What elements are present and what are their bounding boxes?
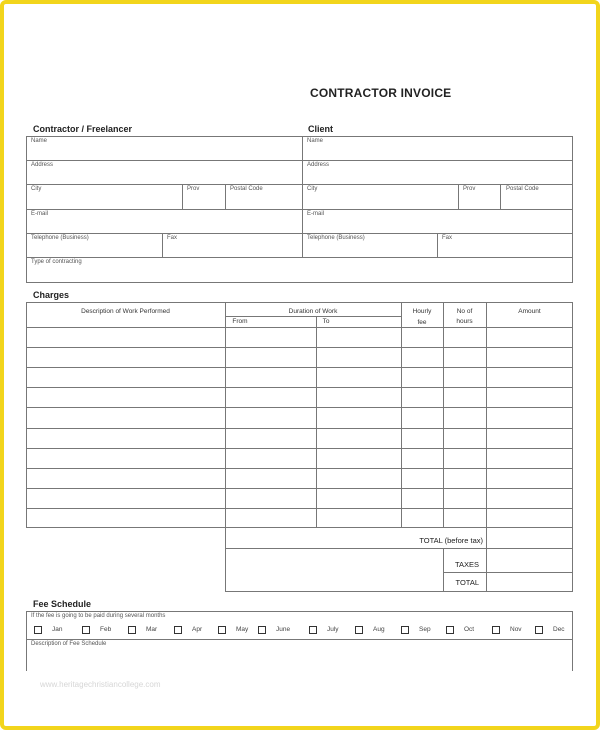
table-row[interactable] bbox=[27, 328, 572, 347]
contractor-name-field[interactable]: Name bbox=[31, 138, 48, 144]
client-email-field[interactable]: E-mail bbox=[307, 211, 325, 217]
col-duration: Duration of Work bbox=[288, 308, 338, 315]
contracting-type-field[interactable]: Type of contracting bbox=[31, 259, 82, 265]
client-postal-field[interactable]: Postal Code bbox=[506, 186, 539, 192]
contractor-postal-field[interactable]: Postal Code bbox=[230, 186, 263, 192]
col-fee: fee bbox=[417, 319, 427, 326]
month-label: Sep bbox=[419, 626, 431, 633]
contractor-telephone-field[interactable]: Telephone (Business) bbox=[31, 235, 89, 241]
grid-divider bbox=[302, 136, 303, 258]
month-checkbox-jan[interactable] bbox=[34, 626, 42, 634]
table-row[interactable] bbox=[27, 368, 572, 387]
month-label: May bbox=[236, 626, 249, 633]
month-checkbox-june[interactable] bbox=[258, 626, 266, 634]
month-label: Nov bbox=[510, 626, 522, 633]
page-title: CONTRACTOR INVOICE bbox=[310, 86, 452, 100]
table-row[interactable] bbox=[27, 509, 572, 528]
col-amount: Amount bbox=[518, 308, 541, 315]
month-label: Dec bbox=[553, 626, 565, 633]
month-checkbox-aug[interactable] bbox=[355, 626, 363, 634]
total-before-tax-value[interactable] bbox=[487, 529, 572, 548]
col-description: Description of Work Performed bbox=[81, 308, 170, 315]
table-row[interactable] bbox=[27, 348, 572, 367]
table-row[interactable] bbox=[27, 388, 572, 407]
taxes-value[interactable] bbox=[487, 549, 572, 571]
month-checkbox-oct[interactable] bbox=[446, 626, 454, 634]
month-checkbox-apr[interactable] bbox=[174, 626, 182, 634]
client-name-field[interactable]: Name bbox=[307, 138, 324, 144]
month-label: Oct bbox=[464, 626, 475, 633]
month-label: Aug bbox=[373, 626, 385, 633]
month-checkbox-feb[interactable] bbox=[82, 626, 90, 634]
taxes-label: TAXES bbox=[454, 560, 479, 569]
col-no-of: No of bbox=[456, 308, 473, 315]
contractor-prov-field[interactable]: Prov bbox=[187, 186, 200, 192]
total-label: TOTAL bbox=[455, 578, 479, 587]
total-before-tax-label: TOTAL (before tax) bbox=[419, 536, 483, 545]
total-value[interactable] bbox=[487, 573, 572, 590]
contractor-city-field[interactable]: City bbox=[31, 186, 42, 192]
fee-schedule-box bbox=[26, 611, 573, 671]
fee-schedule-note: If the fee is going to be paid during several months bbox=[31, 613, 166, 619]
client-city-field[interactable]: City bbox=[307, 186, 318, 192]
month-checkbox-sep[interactable] bbox=[401, 626, 409, 634]
col-to: To bbox=[322, 318, 330, 325]
fee-schedule-heading: Fee Schedule bbox=[33, 599, 92, 609]
col-hours: hours bbox=[456, 318, 473, 325]
table-row[interactable] bbox=[27, 408, 572, 427]
month-checkbox-dec[interactable] bbox=[535, 626, 543, 634]
client-fax-field[interactable]: Fax bbox=[442, 235, 453, 241]
month-checkbox-nov[interactable] bbox=[492, 626, 500, 634]
month-checkbox-mar[interactable] bbox=[128, 626, 136, 634]
table-row[interactable] bbox=[27, 429, 572, 448]
client-heading: Client bbox=[308, 124, 334, 134]
col-hourly: Hourly bbox=[412, 308, 432, 315]
client-telephone-field[interactable]: Telephone (Business) bbox=[307, 235, 365, 241]
client-address-field[interactable]: Address bbox=[307, 162, 330, 168]
table-row[interactable] bbox=[27, 489, 572, 508]
month-label: Jan bbox=[52, 626, 63, 633]
contractor-heading: Contractor / Freelancer bbox=[33, 124, 133, 134]
month-label: Apr bbox=[192, 626, 203, 633]
month-checkbox-may[interactable] bbox=[218, 626, 226, 634]
month-label: Mar bbox=[146, 626, 158, 633]
contractor-fax-field[interactable]: Fax bbox=[167, 235, 178, 241]
col-from: From bbox=[232, 318, 248, 325]
month-label: June bbox=[276, 626, 291, 633]
month-label: Feb bbox=[100, 626, 112, 633]
contractor-address-field[interactable]: Address bbox=[31, 162, 54, 168]
month-label: July bbox=[327, 626, 339, 633]
charges-heading: Charges bbox=[33, 290, 70, 300]
month-checkbox-july[interactable] bbox=[309, 626, 317, 634]
watermark: www.heritagechristiancollege.com bbox=[40, 680, 161, 689]
fee-schedule-description-field[interactable]: Description of Fee Schedule bbox=[31, 641, 107, 647]
table-row[interactable] bbox=[27, 469, 572, 488]
client-prov-field[interactable]: Prov bbox=[463, 186, 476, 192]
table-row[interactable] bbox=[27, 449, 572, 468]
contractor-email-field[interactable]: E-mail bbox=[31, 211, 49, 217]
